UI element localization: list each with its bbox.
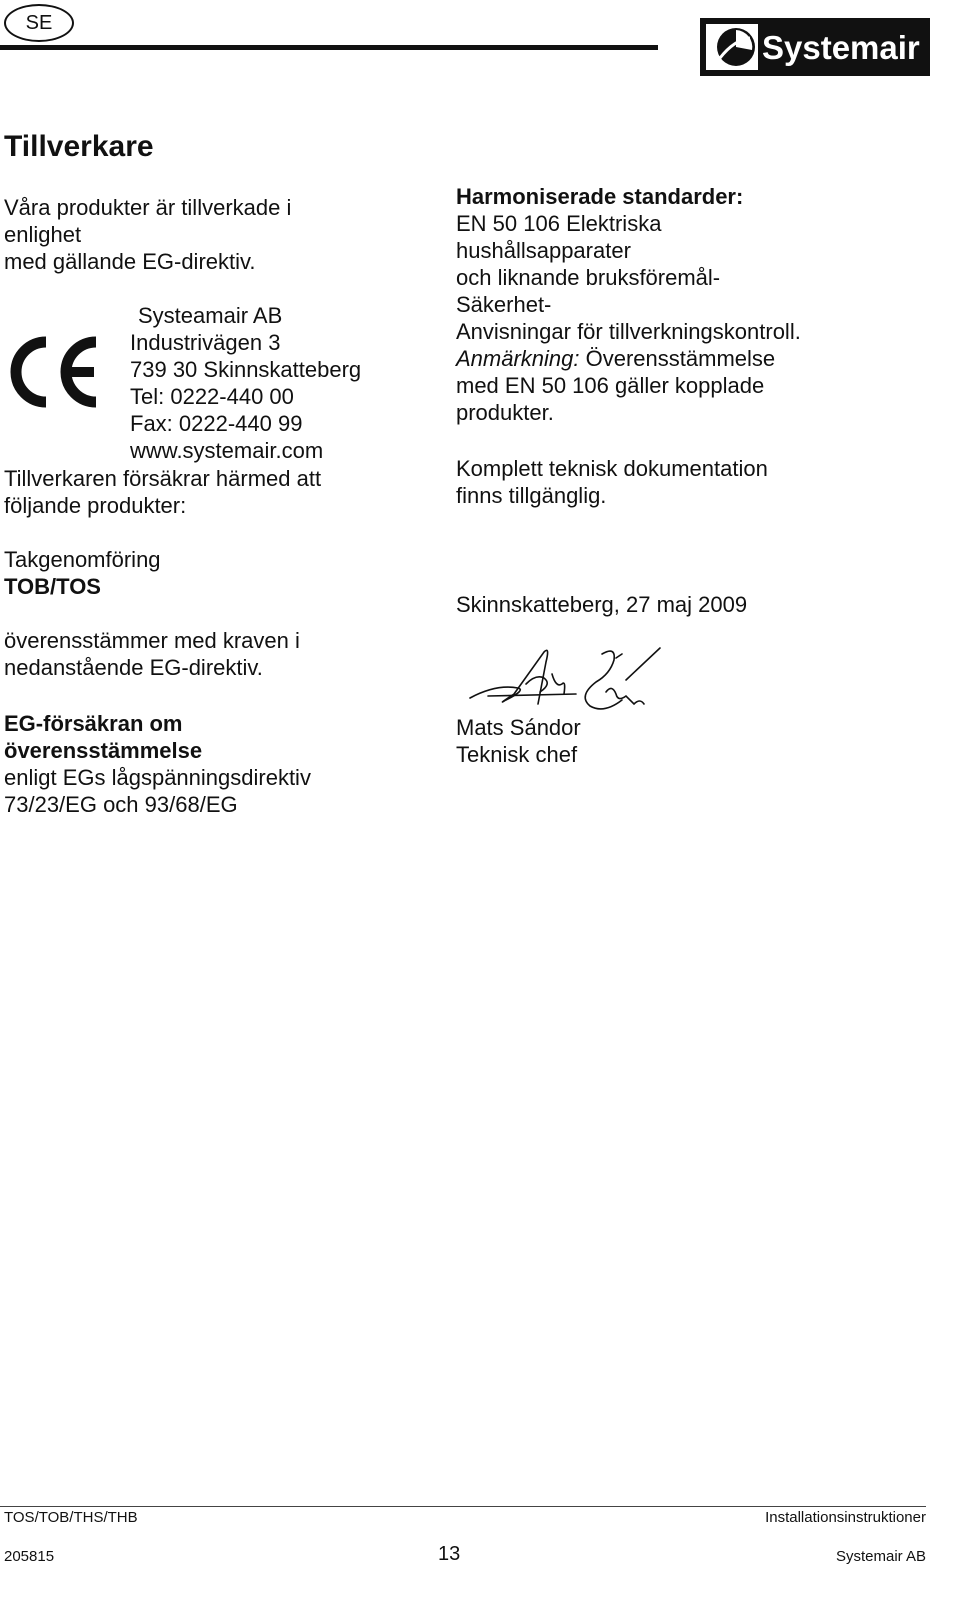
address-phone: Tel: 0222-440 00	[130, 384, 294, 409]
logo-text: Systemair	[762, 29, 920, 66]
address-postal: 739 30 Skinnskatteberg	[130, 357, 362, 382]
directive-title: EG-försäkran om	[4, 711, 183, 736]
declaration-text	[4, 465, 321, 519]
note-label: Anmärkning:	[456, 346, 580, 371]
footer-rule	[0, 1506, 926, 1507]
address-company: Systeamair AB	[138, 303, 283, 328]
conformity-line: överensstämmer med kraven i	[4, 628, 300, 653]
header-rule	[0, 45, 658, 50]
footer-doc-number: 205815	[4, 1548, 55, 1565]
standards-line: Anvisningar för tillverkningskontroll.	[456, 319, 801, 344]
footer-company: Systemair AB	[835, 1548, 926, 1565]
directive-line: 73/23/EG och 93/68/EG	[4, 792, 238, 817]
documentation-line: finns tillgänglig.	[456, 483, 607, 508]
standards-title: Harmoniserade standarder:	[456, 184, 744, 209]
standards-line: och liknande bruksföremål-	[456, 265, 721, 290]
signer-block	[456, 714, 581, 768]
intro-text	[4, 194, 291, 275]
signer-title: Teknisk chef	[456, 742, 578, 767]
footer-doc-type: Installationsinstruktioner	[765, 1509, 926, 1526]
intro-line: med gällande EG-direktiv.	[4, 249, 256, 274]
place-date: Skinnskatteberg, 27 maj 2009	[456, 592, 748, 617]
standards-line: hushållsapparater	[456, 238, 631, 263]
ce-mark-icon	[8, 336, 102, 408]
product-name: Takgenomföring	[4, 547, 161, 572]
note-line: produkter.	[456, 400, 554, 425]
directive-block	[4, 710, 311, 818]
directive-title: överensstämmelse	[4, 738, 203, 763]
language-badge: SE	[4, 4, 74, 42]
standards-block	[456, 183, 801, 426]
intro-line: enlighet	[4, 222, 82, 247]
address-fax: Fax: 0222-440 99	[130, 411, 303, 436]
conformity-line: nedanstående EG-direktiv.	[4, 655, 263, 680]
systemair-logo	[700, 18, 930, 76]
intro-line: Våra produkter är tillverkade i	[4, 195, 292, 220]
manufacturer-address	[130, 302, 361, 464]
conformity-text	[4, 627, 300, 681]
declaration-line: följande produkter:	[4, 493, 187, 518]
directive-line: enligt EGs lågspänningsdirektiv	[4, 765, 311, 790]
note-text: Överensstämmelse	[579, 346, 776, 371]
footer-models: TOS/TOB/THS/THB	[4, 1509, 138, 1526]
declaration-line: Tillverkaren försäkrar härmed att	[4, 466, 322, 491]
product-model: TOB/TOS	[4, 574, 101, 599]
page-number: 13	[438, 1543, 461, 1565]
address-website: www.systemair.com	[130, 438, 324, 463]
documentation-line: Komplett teknisk dokumentation	[456, 456, 768, 481]
standards-line: Säkerhet-	[456, 292, 552, 317]
page-heading: Tillverkare	[4, 130, 154, 163]
product-block	[4, 546, 161, 600]
note-line: med EN 50 106 gäller kopplade	[456, 373, 765, 398]
signer-name: Mats Sándor	[456, 715, 581, 740]
note-line	[456, 345, 801, 372]
standards-line: EN 50 106 Elektriska	[456, 211, 662, 236]
address-street: Industrivägen 3	[130, 330, 281, 355]
signature-image	[466, 644, 666, 716]
documentation-text	[456, 455, 768, 509]
